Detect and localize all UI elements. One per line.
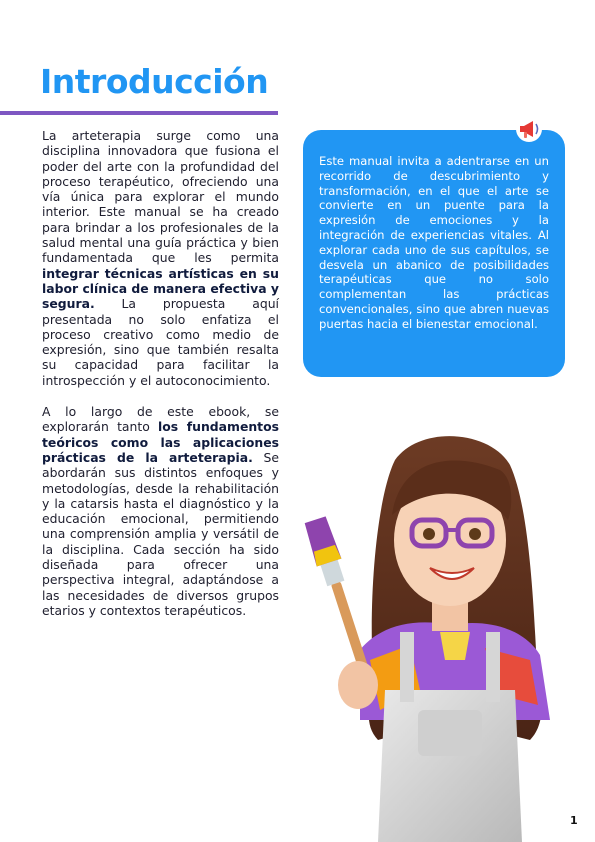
intro-text-column [42,128,279,634]
intro-p2-emphasis: los fundamentos teóricos como las aplicaciones prácticas de la arteterapia. [42,419,279,465]
intro-p1-text: La arteterapia surge como una disciplina innovadora que fusiona el poder del arte con la profundidad del proceso terapéutico, ofreciendo una vía única para explorar el mundo interior. Este manual se ha creado para brindar a los profesionales de la salud mental una guía práctica y bien fundamentada que les permita [42,128,279,266]
intro-p1-emphasis: integrar técnicas artísticas en su labor clínica de manera efectiva y segura. [42,265,279,312]
page-title: Introducción [40,62,269,101]
megaphone-icon [511,113,545,143]
woman-with-paintbrush-illustration [300,420,570,842]
intro-paragraph-1 [42,128,279,388]
intro-p2-text-end: Se abordarán sus distintos enfoques y metodologías, desde la rehabilitación y la catarsis hasta el diagnóstico y la educación emocional, permitiendo una comprensión amplia y versátil de la disciplina. Cada sección ha sido diseñada para ofrecer una perspectiva integral, adaptándose a las necesidades de diversos grupos etarios y contextos terapéuticos. [42,449,279,618]
intro-p2-text: A lo largo de este ebook, se explorarán tanto [42,404,279,435]
intro-p1-text-end: La propuesta aquí presentada no solo enfatiza el proceso creativo como medio de expresión, sino que también resalta su capacidad para facilitar la introspección y el autoconocimiento. [42,296,279,388]
title-underline [0,111,278,115]
callout-box [303,130,565,377]
page-number: 1 [570,814,578,827]
callout-text: Este manual invita a adentrarse en un recorrido de descubrimiento y transformación, en el que el arte se convierte en un puente para la expresión de emociones y la integración de experiencias vitales. Al explorar cada uno de sus capítulos, se desvela un abanico de posibilidades terapéuticas que no solo complementan las prácticas convencionales, sino que abren nuevas puertas hacia el bienestar emocional. [319,154,549,331]
intro-paragraph-2 [42,404,279,618]
